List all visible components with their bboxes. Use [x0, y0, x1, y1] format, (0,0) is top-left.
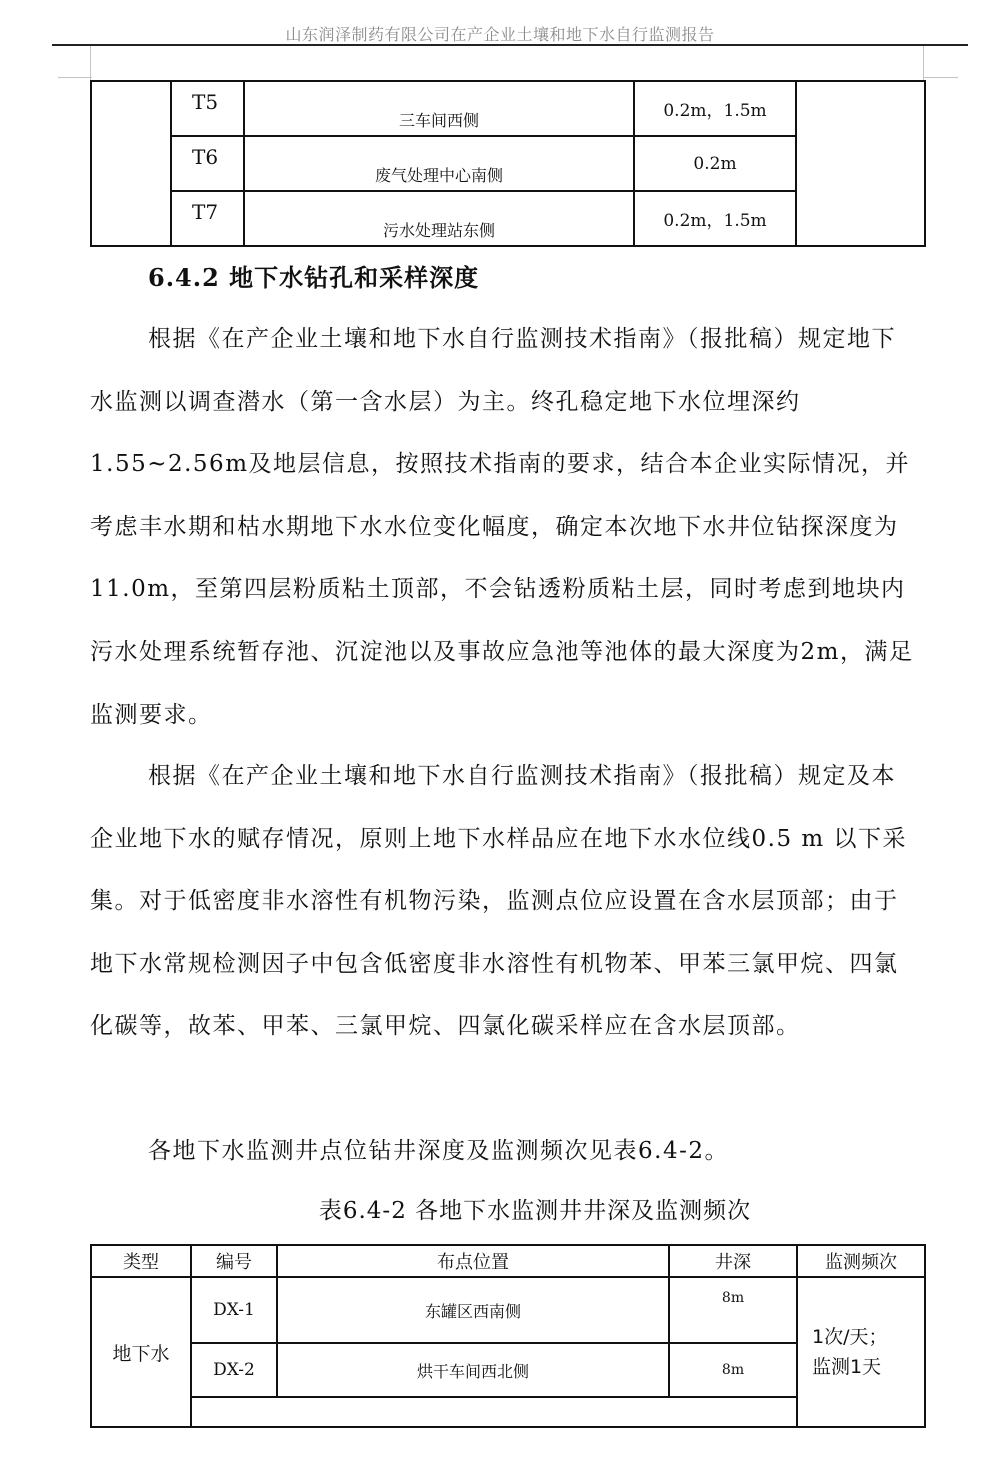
column-header: 类型 — [91, 1245, 191, 1277]
point-location: 污水处理站东侧 — [244, 191, 634, 246]
body-paragraph: 根据《在产企业土壤和地下水自行监测技术指南》（报批稿）规定及本企业地下水的赋存情况，原则上地下水样品应在地下水水位线0.5 m 以下采集。对于低密度非水溶性有机物污染，监测点位应设置在含水层顶部；由于地下水常规检测因子中包含低密度非水溶性有机物苯、甲苯三氯甲烷、四氯化碳等，故苯、甲苯、三氯甲烷、四氯化碳采样应在含水层顶部。 — [90, 763, 908, 1040]
well-id: DX-1 — [191, 1277, 277, 1343]
header-rule — [52, 44, 968, 46]
sampling-depth: 0.2m — [634, 136, 796, 191]
point-id: T5 — [171, 81, 244, 136]
soil-sampling-table-continued — [90, 80, 926, 247]
well-id: DX-2 — [191, 1343, 277, 1397]
type-cell: 地下水 — [91, 1277, 191, 1427]
well-depth: 8m — [669, 1277, 797, 1343]
column-header: 布点位置 — [277, 1245, 669, 1277]
table-caption: 表6.4-2 各地下水监测井井深及监测频次 — [318, 1198, 752, 1224]
sampling-depth: 0.2m，1.5m — [634, 191, 796, 246]
empty-cell — [191, 1397, 797, 1427]
section-heading: 6.4.2 地下水钻孔和采样深度 — [148, 263, 480, 292]
table-row — [91, 1277, 925, 1343]
body-paragraph: 根据《在产企业土壤和地下水自行监测技术指南》（报批稿）规定地下水监测以调查潜水（第一含水层）为主。终孔稳定地下水位埋深约1.55~2.56m及地层信息，按照技术指南的要求，结合本企业实际情况，并考虑丰水期和枯水期地下水水位变化幅度，确定本次地下水井位钻探深度为11.0m，至第四层粉质粘土顶部，不会钻透粉质粘土层，同时考虑到地块内污水处理系统暂存池、沉淀池以及事故应急池等池体的最大深度为2m，满足监测要求。 — [90, 326, 914, 728]
point-location: 废气处理中心南侧 — [244, 136, 634, 191]
frequency-line: 监测1天 — [812, 1356, 882, 1378]
table-header-row — [91, 1245, 925, 1277]
margin-guide — [924, 77, 958, 78]
point-id: T7 — [171, 191, 244, 246]
point-location: 三车间西侧 — [244, 81, 634, 136]
body-paragraph: 各地下水监测井点位钻井深度及监测频次见表6.4-2。 — [148, 1138, 729, 1164]
column-header: 编号 — [191, 1245, 277, 1277]
note-cell — [796, 81, 925, 246]
column-header: 井深 — [669, 1245, 797, 1277]
column-header: 监测频次 — [797, 1245, 925, 1277]
frequency-line: 1次/天； — [812, 1326, 888, 1348]
type-cell — [91, 81, 171, 246]
table-row — [91, 81, 925, 136]
margin-guide — [58, 77, 92, 78]
sampling-depth: 0.2m，1.5m — [634, 81, 796, 136]
monitoring-frequency — [797, 1277, 925, 1427]
point-id: T6 — [171, 136, 244, 191]
groundwater-well-table — [90, 1244, 926, 1428]
margin-guide — [923, 46, 924, 80]
well-location: 东罐区西南侧 — [277, 1277, 669, 1343]
margin-guide — [90, 46, 91, 80]
running-header: 山东润泽制药有限公司在产企业土壤和地下水自行监测报告 — [285, 25, 715, 44]
well-location: 烘干车间西北侧 — [277, 1343, 669, 1397]
well-depth: 8m — [669, 1343, 797, 1397]
